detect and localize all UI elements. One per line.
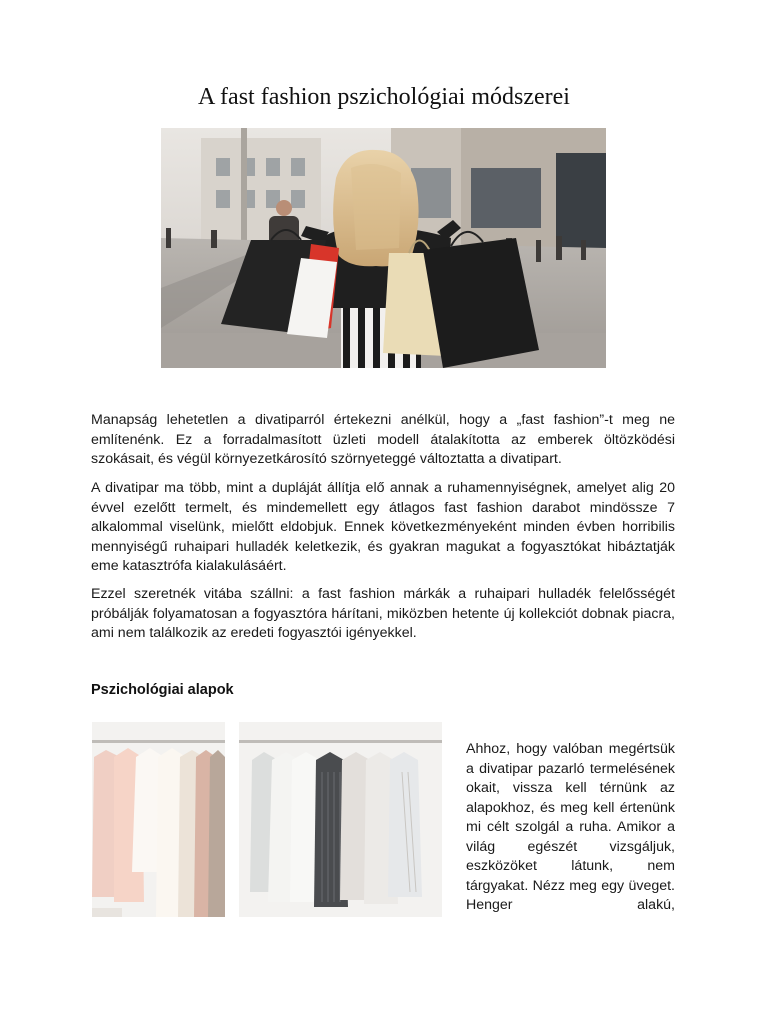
body-paragraph: Ezzel szeretnék vitába szállni: a fast fashion márkák a ruhaipari hulladék felelősségét próbálják folyamatosan a fogyasztóra hárítani, miközben hetente új kollekciót dobnak piacra, ami nem találkozik az eredeti fogyasztói igényekkel. (91, 586, 675, 642)
body-paragraph: A divatipar ma több, mint a dupláját állítja elő annak a ruhamennyiségnek, amelyet alig 20 évvel ezelőtt termelt, és mindemellett egy átlagos fast fashion darabot mindössze 7 alkalommal viselünk, mielőtt eldobjuk. Ennek következményeként minden évben horribilis mennyiségű ruhaipari hulladék keletkezik, és gyakran magukat a fogyasztókat hibáztatják eme katasztrófa kialakulásáért. (91, 480, 675, 575)
wardrobe-image (92, 712, 454, 941)
page-title: A fast fashion pszichológiai módszerei (198, 84, 570, 110)
intro-paragraph: Manapság lehetetlen a divatiparról értekezni anélkül, hogy a „fast fashion”-t meg ne említenénk. Ez a forradalmasított üzleti modell átalakította az emberek öltözködési szokásait, és végül környezetkárosító szörnyeteggé változtatta a divatipart. (91, 412, 675, 468)
section-heading: Pszichológiai alapok (91, 682, 234, 698)
hero-image (161, 128, 606, 368)
section-paragraph: Ahhoz, hogy valóban megértsük a divatipar pazarló termelésének okait, vissza kell térnünk az alapokhoz, és meg kell értenünk mi célt szolgál a ruha. Amikor a világ egészét vizsgáljuk, eszközöket látunk, nem tárgyakat. Nézz meg egy üveget. Henger alakú, (466, 741, 675, 913)
